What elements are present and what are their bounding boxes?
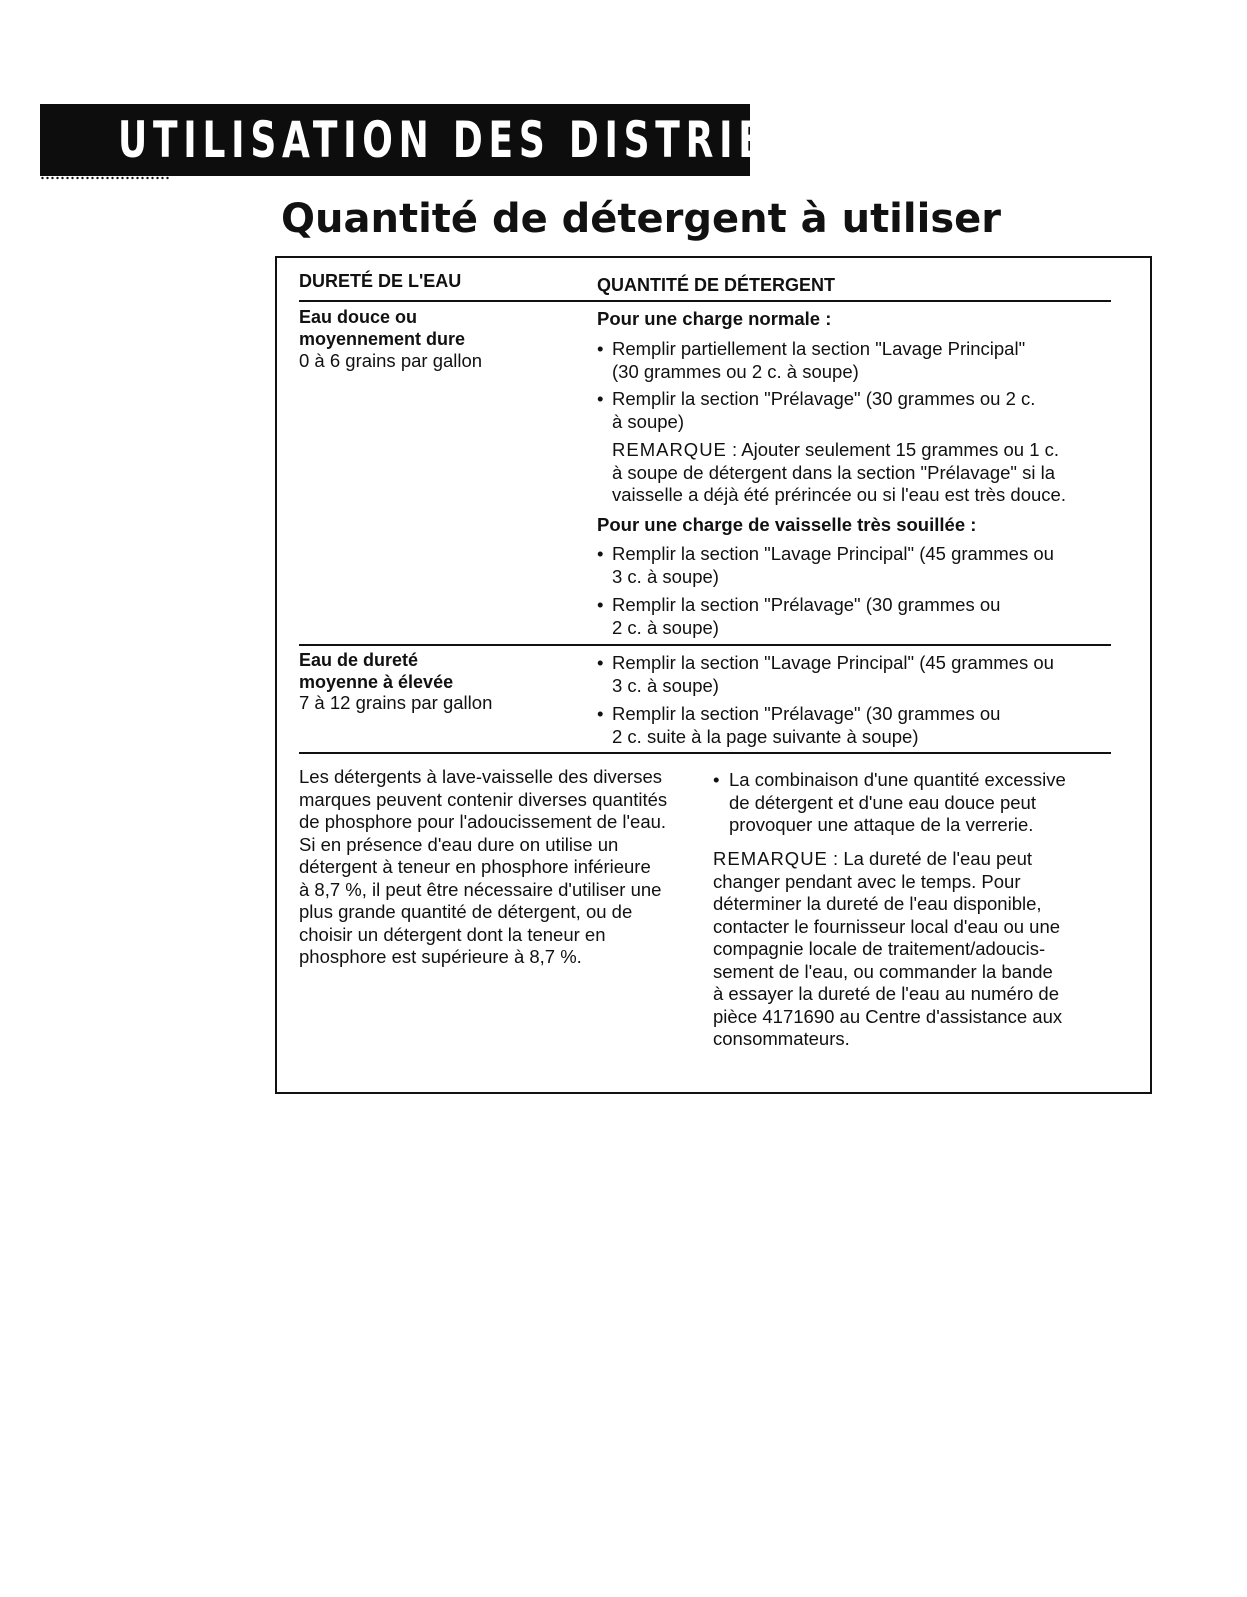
bullet-icon: •	[713, 769, 720, 790]
page-title: Quantité de détergent à utiliser	[281, 196, 1001, 242]
bullet-icon: •	[597, 594, 604, 615]
detergent-table-box	[275, 256, 1152, 1094]
row1-heavy-bullet1: Remplir la section "Lavage Principal" (45 grammes ou 3 c. à soupe)	[612, 543, 1054, 587]
row1-grains-range: 0 à 6 grains par gallon	[299, 350, 483, 371]
column-header-quantity: QUANTITÉ DE DÉTERGENT	[597, 275, 836, 295]
bullet-icon: •	[597, 338, 604, 359]
row1-heavy-bullet2: Remplir la section "Prélavage" (30 grammes ou 2 c. à soupe)	[612, 594, 1001, 638]
section-banner	[40, 104, 968, 176]
bullet-icon: •	[597, 543, 604, 564]
phosphate-note-paragraph: Les détergents à lave-vaisselle des diverses marques peuvent contenir diverses quantités de phosphore pour l'adoucissement de l'eau. Si en présence d'eau dure on utilise un détergent à teneur en phosphore inférieure à 8,7 %, il peut être nécessaire d'utiliser une plus grande quantité de détergent, ou de choisir un détergent dont la teneur en phosphore est supérieure à 8,7 %.	[299, 766, 668, 967]
row1-heavy-heading: Pour une charge de vaisselle très souillée :	[597, 514, 977, 535]
row2-label-line2: moyenne à élevée	[299, 672, 454, 692]
header-divider	[299, 300, 1111, 302]
row1-note	[612, 439, 1066, 507]
bullet-icon: •	[597, 652, 604, 673]
bullet-icon: •	[597, 388, 604, 409]
row1-normal-bullet1: Remplir partiellement la section "Lavage Principal" (30 grammes ou 2 c. à soupe)	[612, 338, 1026, 382]
row1-label-line1: Eau douce ou	[299, 307, 418, 327]
row1-label-line2: moyennement dure	[299, 329, 466, 349]
table-bottom-divider	[299, 752, 1111, 754]
column-header-hardness: DURETÉ DE L'EAU	[299, 271, 462, 291]
glassware-warning-bullet: La combinaison d'une quantité excessive de détergent et d'une eau douce peut provoquer une attaque de la verrerie.	[729, 769, 1066, 835]
row1-normal-bullet2: Remplir la section "Prélavage" (30 grammes ou 2 c. à soupe)	[612, 388, 1036, 432]
row2-grains-range: 7 à 12 grains par gallon	[299, 692, 493, 713]
row2-bullet1: Remplir la section "Lavage Principal" (45 grammes ou 3 c. à soupe)	[612, 652, 1054, 696]
banner-decoration	[40, 176, 170, 180]
row2-hardness-label	[299, 649, 559, 693]
row1-normal-heading: Pour une charge normale :	[597, 308, 832, 329]
row-divider	[299, 644, 1111, 646]
row2-label-line1: Eau de dureté	[299, 650, 419, 670]
row1-note-label: REMARQUE	[612, 439, 727, 460]
row2-bullet2: Remplir la section "Prélavage" (30 grammes ou 2 c. suite à la page suivante à soupe)	[612, 703, 1001, 747]
row1-note-text: : Ajouter seulement 15 grammes ou 1 c. à soupe de détergent dans la section "Prélavage" si la vaisselle a déjà été prérincée ou si l'eau est très douce.	[612, 439, 1066, 505]
row1-hardness-label	[299, 306, 559, 350]
bullet-icon: •	[597, 703, 604, 724]
water-hardness-note	[713, 848, 1062, 1051]
water-note-label: REMARQUE	[713, 848, 828, 869]
water-note-text: : La dureté de l'eau peut changer pendant avec le temps. Pour déterminer la dureté de l'eau disponible, contacter le fournisseur local d'eau ou une compagnie locale de traitement/adoucis- sement de l'eau, ou commander la bande à essayer la dureté de l'eau au numéro de pièce 4171690 au Centre d'assistance aux consommateurs.	[713, 848, 1063, 1049]
section-banner-text: UTILISATION DES DISTRIBUTEURS	[118, 111, 968, 169]
